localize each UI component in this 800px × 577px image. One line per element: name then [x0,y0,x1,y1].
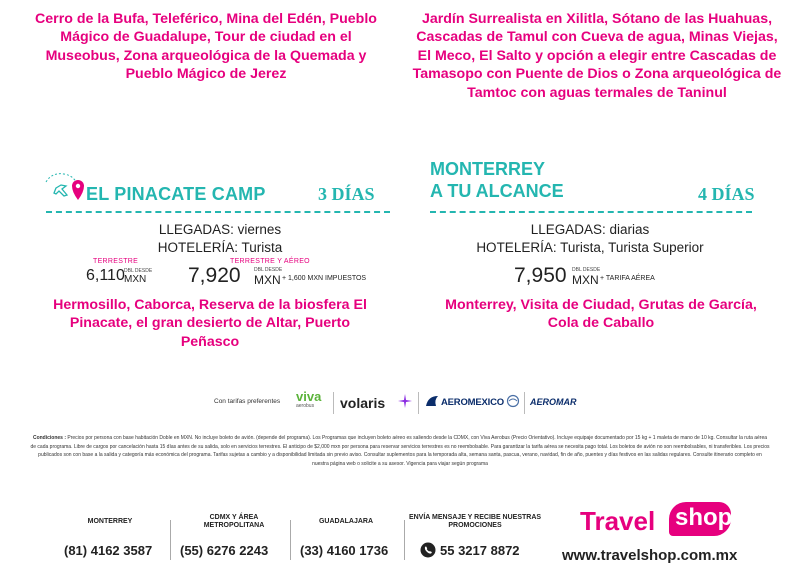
contact-separator [404,520,405,560]
intro-right-text: Jardín Surrealista en Xilitla, Sótano de las Huahuas, Cascadas de Tamul con Cueva de agua, Minas Viejas, El Meco, El Salto y opción a elegir entre Cascadas de Tamasopo con Puente de Dios o Zona arqueológica de Tamtoc con aguas termales de Taninul [412,11,782,101]
brand-logo-shop: shop [669,502,731,536]
plane-pin-icon [42,168,92,208]
left-arrivals-value: viernes [237,222,282,237]
left-tour-title: EL PINACATE CAMP [86,184,266,204]
contact-heading-cdmx: CDMX Y ÁREA METROPOLITANA [203,514,265,529]
right-arrivals [490,222,690,237]
left-hotel [120,240,320,255]
contact-phone-whatsapp[interactable]: 55 3217 8872 [440,543,520,558]
brand-logo-travel: Travel [580,506,656,536]
contact-phone-guadalajara[interactable]: (33) 4160 1736 [300,543,389,558]
right-hotel [440,240,740,255]
left-arrivals [120,222,320,237]
left-hotel-label: HOTELERÍA: [157,240,238,255]
right-tour-title-line2: A TU ALCANCE [430,181,564,201]
airline-separator [524,392,525,414]
right-price-note: DBL DESDE [572,267,601,273]
right-arrivals-value: diarias [609,222,650,237]
contact-separator [170,520,171,560]
volaris-logo: volaris [340,395,386,411]
airlines-label: Con tarifas preferentes [214,398,281,405]
conditions-label: Condiciones : [32,435,67,441]
price1-amount: 6,110 [86,267,125,284]
conditions-body: Precios por persona con base habitación Doble en MXN. No incluye boleto de avión. (depende del programa). Los Programas que incluyen boleto aéreo es saliendo desde la CDMX, con Viva Aerobus (Precio Orientativo). Incluye equipaje documentado por 15 kg + 1 maleta de mano de 10 kg. Consultar la ruta aérea de cada programa. Libre de cargos por cancelación hasta 15 días antes de su salida, solo en servicios terrestres. El anticipo de $2,000 mxn por persona para reservar servicios terrestres es no reembolsable. Para garantizar la tarifa aérea se necesita pago total. Los boletos de avión no son reembolsables, ni transferibles. Los precios publicados son con base a la salida y categoría más económica del programa. Tarifas sujetas a cambio y a disponibilidad limitada sin previo aviso. Consultar suplementos para la temporada alta, semana santa, pascua, verano, navidad, fin de año, puentes y días festivos en las salidas regulares. Consulte itinerario completo en nuestra página web o solicite a su asesor. Vigencia para viajar según programa [30,435,770,467]
skyteam-icon [506,394,520,408]
viva-logo-sub: aerobus [296,403,315,409]
viva-logo [296,390,321,409]
price1-note: DBL DESDE [124,268,153,274]
price2-label: TERRESTRE Y AÉREO [230,258,310,265]
right-destinations: Monterrey, Visita de Ciudad, Grutas de García, Cola de Caballo [445,297,757,332]
left-destinations: Hermosillo, Caborca, Reserva de la biosfera El Pinacate, el gran desierto de Altar, Puerto Peñasco [53,297,367,350]
left-divider [46,211,390,213]
right-tour-days: 4 DÍAS [698,184,755,204]
whatsapp-icon [420,542,436,558]
aeromexico-knight-icon [424,394,440,408]
airline-separator [333,392,334,414]
volaris-star-icon [398,394,412,408]
left-tour-days: 3 DÍAS [318,184,375,204]
airline-separator [418,392,419,414]
contact-heading-whatsapp: ENVÍA MENSAJE Y RECIBE NUESTRAS PROMOCIONES [408,514,542,529]
conditions-text [30,434,770,468]
right-price-currency: MXN [572,273,599,287]
left-arrivals-label: LLEGADAS: [158,222,234,237]
contact-heading-monterrey: MONTERREY [87,518,133,525]
price1-currency: MXN [124,274,147,285]
right-tour-title-line1: MONTERREY [430,159,546,179]
right-tour-title [430,158,564,202]
price2-note: DBL DESDE [254,267,283,273]
brand-url[interactable]: www.travelshop.com.mx [562,547,738,564]
left-hotel-value: Turista [241,240,283,255]
viva-logo-text: viva [296,389,322,404]
aeromar-logo: AEROMAR [530,397,577,407]
intro-left-text: Cerro de la Bufa, Teleférico, Mina del Edén, Pueblo Mágico de Guadalupe, Tour de ciudad en el Museobus, Zona arqueológica de la Quemada y Pueblo Mágico de Jerez [35,11,377,83]
right-hotel-label: HOTELERÍA: [476,240,557,255]
contact-separator [290,520,291,560]
aeromexico-logo: AEROMEXICO [441,397,504,408]
contact-phone-monterrey[interactable]: (81) 4162 3587 [64,543,153,558]
price2-amount: 7,920 [188,264,241,287]
right-divider [430,211,752,213]
contact-phone-cdmx[interactable]: (55) 6276 2243 [180,543,269,558]
right-price-extra: + TARIFA AÉREA [600,275,655,282]
price2-extra: + 1,600 MXN IMPUESTOS [282,275,367,282]
right-hotel-value: Turista, Turista Superior [560,240,704,255]
right-price-amount: 7,950 [514,264,567,287]
price1-label: TERRESTRE [93,258,139,265]
contact-heading-guadalajara: GUADALAJARA [318,518,374,525]
right-arrivals-label: LLEGADAS: [530,222,606,237]
price2-currency: MXN [254,273,281,287]
